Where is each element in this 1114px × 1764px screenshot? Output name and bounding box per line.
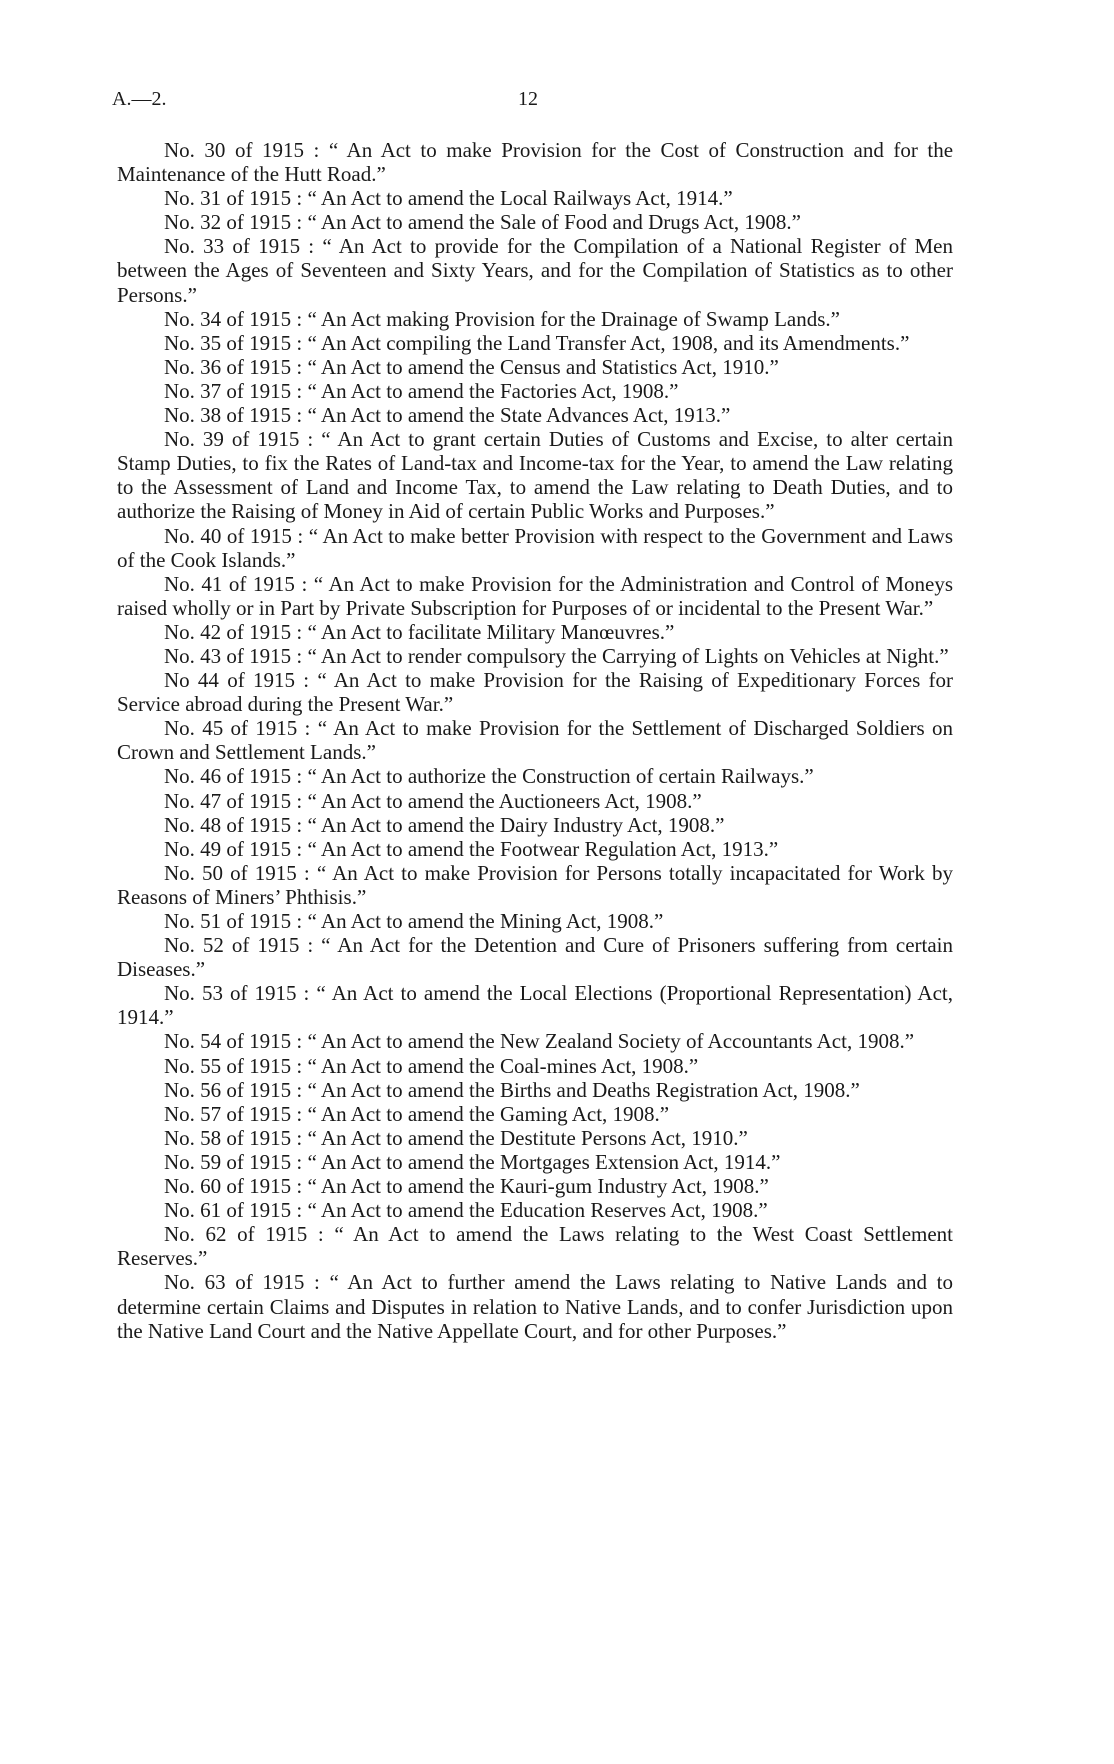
act-title: “ An Act to make better Provision with respect to the Government and Laws of the Cook Islands.”: [117, 523, 954, 572]
act-entry: [117, 764, 953, 788]
act-entry: [117, 1222, 953, 1270]
act-entry: [117, 644, 953, 668]
act-number: No. 43 of 1915 :: [164, 643, 303, 668]
act-entry: [117, 716, 953, 764]
act-number: No. 41 of 1915 :: [164, 571, 308, 596]
act-number: No 44 of 1915 :: [164, 668, 310, 693]
act-entry: [117, 861, 953, 909]
act-title: “ An Act to amend the Census and Statistics Act, 1910.”: [307, 354, 779, 379]
act-title: “ An Act to provide for the Compilation of a National Register of Men between the Ages of Seventeen and Sixty Years, and for the Compilation of Statistics as to other Persons.”: [117, 234, 953, 307]
act-title: “ An Act to amend the Education Reserves Act, 1908.”: [307, 1198, 768, 1223]
act-entry: [117, 355, 953, 379]
act-entry: [117, 789, 953, 813]
act-number: No. 61 of 1915 :: [164, 1198, 303, 1223]
act-number: No. 35 of 1915 :: [164, 330, 303, 355]
page-reference: A.—2.: [112, 88, 167, 110]
act-title: “ An Act to facilitate Military Manœuvres.”: [307, 619, 675, 644]
act-title: “ An Act to amend the Kauri-gum Industry Act, 1908.”: [307, 1174, 769, 1199]
act-entry: [117, 933, 953, 981]
act-title: “ An Act to make Provision for the Settlement of Discharged Soldiers on Crown and Settlement Lands.”: [117, 716, 954, 765]
act-entry: [117, 210, 953, 234]
act-number: No. 58 of 1915 :: [164, 1125, 303, 1150]
act-entry: [117, 403, 953, 427]
act-entry: [117, 1054, 953, 1078]
act-number: No. 31 of 1915 :: [164, 186, 303, 211]
act-title: “ An Act to amend the Births and Deaths Registration Act, 1908.”: [307, 1077, 860, 1102]
act-entry: [117, 524, 953, 572]
page-number: 12: [518, 88, 538, 110]
act-title: “ An Act to grant certain Duties of Customs and Excise, to alter certain Stamp Duties, to fix the Rates of Land-tax and Income-tax for the Year, to amend the Law relating to the Assessment of Land and Income Tax, to amend the Law relating to Death Duties, and to authorize the Raising of Money in Aid of certain Public Works and Purposes.”: [117, 427, 953, 524]
act-title: “ An Act to amend the Gaming Act, 1908.”: [307, 1101, 670, 1126]
act-number: No. 34 of 1915 :: [164, 306, 303, 331]
act-title: “ An Act to further amend the Laws relating to Native Lands and to determine certain Claims and Disputes in relation to Native Lands, and to confer Jurisdiction upon the Native Land Court and the Native Appellate Court, and for other Purposes.”: [117, 1270, 953, 1343]
act-title: “ An Act to authorize the Construction of certain Railways.”: [307, 764, 814, 789]
act-title: “ An Act to amend the Mortgages Extension Act, 1914.”: [307, 1149, 781, 1174]
act-entry: [117, 379, 953, 403]
act-entry: [117, 427, 953, 523]
act-number: No. 37 of 1915 :: [164, 378, 303, 403]
acts-list: [117, 138, 953, 1343]
act-title: “ An Act to amend the Coal-mines Act, 1908.”: [307, 1053, 699, 1078]
act-entry: [117, 837, 953, 861]
act-number: No. 36 of 1915 :: [164, 354, 303, 379]
act-title: “ An Act to amend the Laws relating to the West Coast Settlement Reserves.”: [117, 1222, 954, 1271]
act-number: No. 39 of 1915 :: [164, 427, 314, 452]
act-title: “ An Act to make Provision for the Administration and Control of Moneys raised wholly or in Part by Private Subscription for Purposes of or incidental to the Present War.”: [117, 571, 954, 620]
act-number: No. 40 of 1915 :: [164, 523, 304, 548]
act-number: No. 46 of 1915 :: [164, 764, 303, 789]
act-number: No. 54 of 1915 :: [164, 1029, 303, 1054]
act-number: No. 59 of 1915 :: [164, 1149, 303, 1174]
act-entry: [117, 620, 953, 644]
act-number: No. 62 of 1915 :: [164, 1222, 324, 1247]
act-entry: [117, 1270, 953, 1342]
act-entry: [117, 331, 953, 355]
act-number: No. 38 of 1915 :: [164, 403, 303, 428]
act-entry: [117, 1150, 953, 1174]
act-title: “ An Act to amend the Dairy Industry Act, 1908.”: [307, 812, 725, 837]
act-title: “ An Act to amend the Destitute Persons Act, 1910.”: [307, 1125, 748, 1150]
act-entry: [117, 1078, 953, 1102]
act-title: “ An Act making Provision for the Drainage of Swamp Lands.”: [307, 306, 840, 331]
act-entry: [117, 1174, 953, 1198]
act-number: No. 53 of 1915 :: [164, 981, 310, 1006]
page-header: [112, 88, 992, 116]
act-title: “ An Act compiling the Land Transfer Act, 1908, and its Amendments.”: [307, 330, 910, 355]
act-title: “ An Act to amend the Factories Act, 1908.”: [307, 378, 679, 403]
act-entry: [117, 234, 953, 306]
act-number: No. 30 of 1915 :: [164, 138, 320, 162]
act-entry: [117, 572, 953, 620]
act-title: “ An Act to amend the Mining Act, 1908.”: [307, 909, 664, 933]
act-title: “ An Act to amend the Auctioneers Act, 1908.”: [307, 788, 702, 813]
act-entry: [117, 909, 953, 933]
act-number: No. 56 of 1915 :: [164, 1077, 303, 1102]
act-title: “ An Act to amend the Local Railways Act, 1914.”: [307, 186, 733, 211]
act-title: “ An Act to make Provision for the Cost of Construction and for the Maintenance of the Hutt Road.”: [117, 138, 954, 187]
act-number: No. 57 of 1915 :: [164, 1101, 303, 1126]
act-number: No. 32 of 1915 :: [164, 210, 303, 235]
act-number: No. 48 of 1915 :: [164, 812, 303, 837]
act-entry: [117, 813, 953, 837]
act-entry: [117, 1102, 953, 1126]
act-title: “ An Act to render compulsory the Carrying of Lights on Vehicles at Night.”: [307, 643, 949, 668]
act-title: “ An Act to amend the Footwear Regulation Act, 1913.”: [307, 836, 779, 861]
act-title: “ An Act to amend the Sale of Food and Drugs Act, 1908.”: [307, 210, 801, 235]
act-entry: [117, 1029, 953, 1053]
act-number: No. 51 of 1915 :: [164, 909, 303, 933]
act-title: “ An Act to make Provision for the Raising of Expeditionary Forces for Service abroad during the Present War.”: [117, 668, 954, 717]
act-number: No. 42 of 1915 :: [164, 619, 303, 644]
act-number: No. 63 of 1915 :: [164, 1270, 320, 1295]
act-entry: [117, 981, 953, 1029]
act-title: “ An Act to amend the State Advances Act, 1913.”: [307, 403, 731, 428]
act-number: No. 50 of 1915 :: [164, 860, 310, 885]
act-number: No. 45 of 1915 :: [164, 716, 311, 741]
act-number: No. 55 of 1915 :: [164, 1053, 303, 1078]
act-entry: [117, 307, 953, 331]
act-entry: [117, 668, 953, 716]
act-entry: [117, 186, 953, 210]
act-title: “ An Act to make Provision for Persons totally incapacitated for Work by Reasons of Miners’ Phthisis.”: [117, 860, 953, 909]
act-entry: [117, 1198, 953, 1222]
act-number: No. 52 of 1915 :: [164, 933, 314, 958]
act-entry: [117, 1126, 953, 1150]
act-number: No. 47 of 1915 :: [164, 788, 303, 813]
act-number: No. 60 of 1915 :: [164, 1174, 303, 1199]
act-number: No. 33 of 1915 :: [164, 234, 315, 259]
act-title: “ An Act to amend the Local Elections (Proportional Representation) Act, 1914.”: [117, 981, 953, 1030]
act-title: “ An Act to amend the New Zealand Society of Accountants Act, 1908.”: [307, 1029, 915, 1054]
act-number: No. 49 of 1915 :: [164, 836, 303, 861]
act-title: “ An Act for the Detention and Cure of Prisoners suffering from certain Diseases.”: [117, 933, 953, 982]
act-entry: [117, 138, 953, 186]
